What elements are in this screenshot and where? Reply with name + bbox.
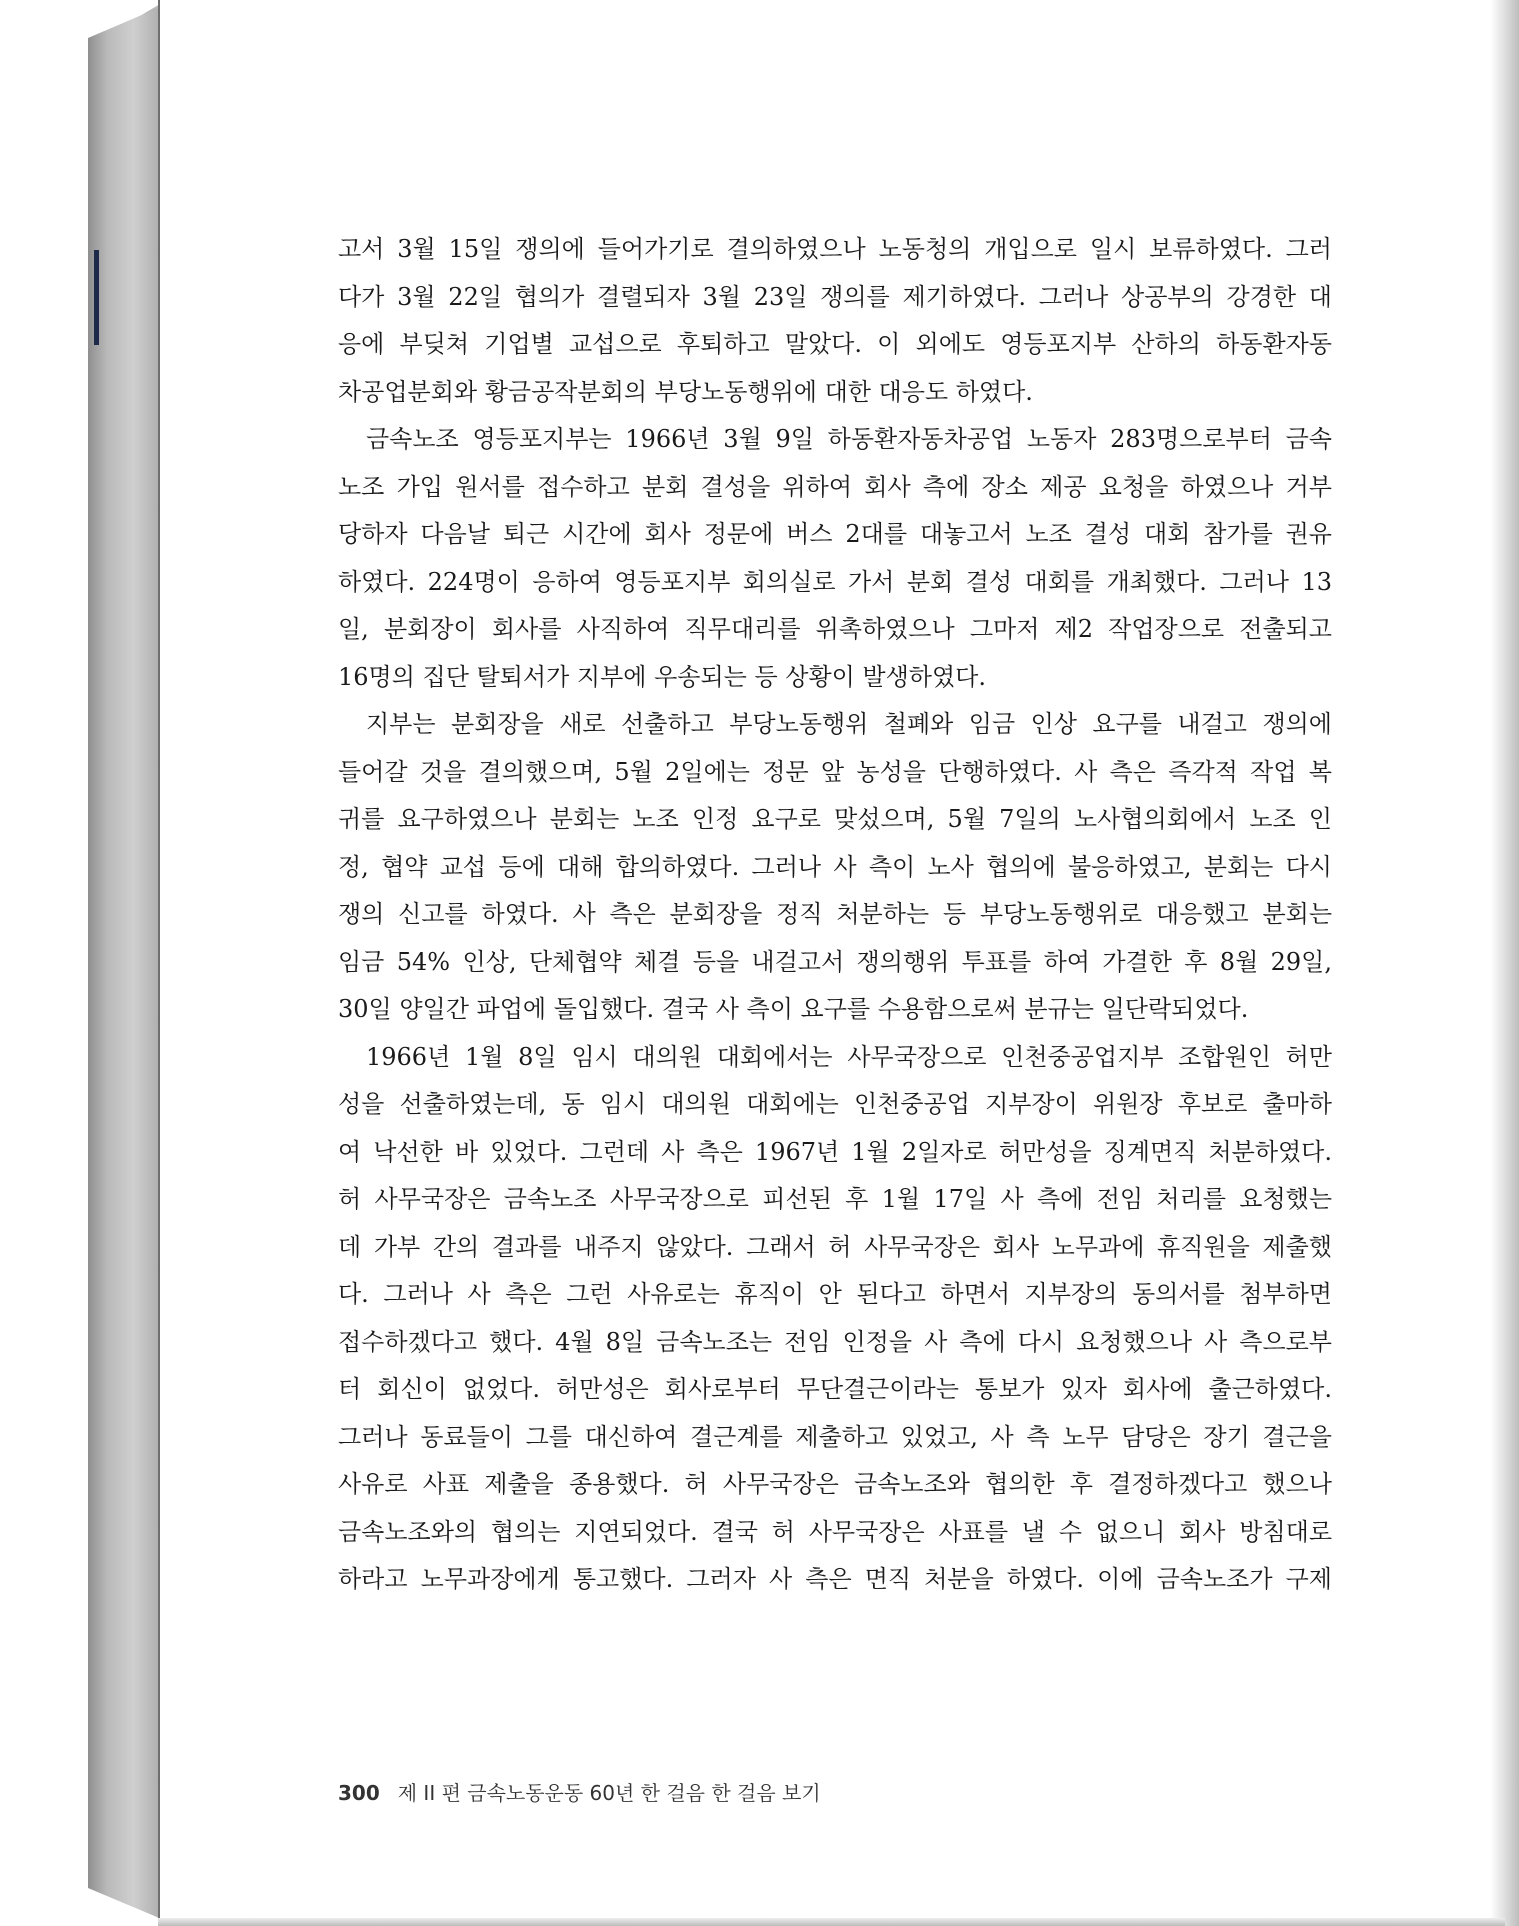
page-number: 300 — [338, 1781, 380, 1805]
text-line: 다. 그러나 사 측은 그런 사유로는 휴직이 안 된다고 하면서 지부장의 동의서를 첨부하면 — [338, 1280, 1332, 1308]
text-line: 터 회신이 없었다. 허만성은 회사로부터 무단결근이라는 통보가 있자 회사에 출근하였다. — [338, 1375, 1332, 1403]
paragraph-2 — [338, 416, 1332, 701]
text-line: 쟁의 신고를 하였다. 사 측은 분회장을 정직 처분하는 등 부당노동행위로 대응했고 분회는 — [338, 900, 1332, 928]
text-line: 노조 가입 원서를 접수하고 분회 결성을 위하여 회사 측에 장소 제공 요청을 하였으나 거부 — [338, 472, 1332, 501]
paragraph-4 — [338, 1034, 1332, 1604]
text-line: 데 가부 간의 결과를 내주지 않았다. 그래서 허 사무국장은 회사 노무과에 휴직원을 제출했 — [338, 1232, 1332, 1261]
body-text — [338, 226, 1332, 1604]
text-line: 고서 3월 15일 쟁의에 들어가기로 결의하였으나 노동청의 개입으로 일시 보류하였다. 그러 — [338, 235, 1332, 263]
text-line: 30일 양일간 파업에 돌입했다. 결국 사 측이 요구를 수용함으로써 분규는 일단락되었다. — [338, 995, 1249, 1023]
text-line: 접수하겠다고 했다. 4월 8일 금속노조는 전임 인정을 사 측에 다시 요청했으나 사 측으로부 — [338, 1327, 1332, 1356]
section-title: 제 II 편 금속노동운동 60년 한 걸음 한 걸음 보기 — [397, 1781, 821, 1805]
text-line: 하였다. 224명이 응하여 영등포지부 회의실로 가서 분회 결성 대회를 개최했다. 그러나 13 — [338, 567, 1332, 596]
bookmark-ribbon — [94, 250, 99, 345]
text-line: 다가 3월 22일 협의가 결렬되자 3월 23일 쟁의를 제기하였다. 그러나 상공부의 강경한 대 — [338, 282, 1332, 311]
text-line: 당하자 다음날 퇴근 시간에 회사 정문에 버스 2대를 대놓고서 노조 결성 대회 참가를 권유 — [338, 520, 1332, 548]
text-line: 하라고 노무과장에게 통고했다. 그러자 사 측은 면직 처분을 하였다. 이에 금속노조가 구제 — [338, 1565, 1332, 1593]
text-line: 사유로 사표 제출을 종용했다. 허 사무국장은 금속노조와 협의한 후 결정하겠다고 했으나 — [338, 1470, 1332, 1498]
page-bottom-edge — [158, 1918, 1505, 1926]
paragraph-1 — [338, 226, 1332, 416]
text-line: 지부는 분회장을 새로 선출하고 부당노동행위 철폐와 임금 인상 요구를 내걸고 쟁의에 — [366, 710, 1332, 738]
text-line: 금속노조와의 협의는 지연되었다. 결국 허 사무국장은 사표를 낼 수 없으니 회사 방침대로 — [338, 1517, 1332, 1546]
text-line: 성을 선출하였는데, 동 임시 대의원 대회에는 인천중공업 지부장이 위원장 후보로 출마하 — [338, 1090, 1332, 1118]
text-line: 허 사무국장은 금속노조 사무국장으로 피선된 후 1월 17일 사 측에 전임 처리를 요청했는 — [338, 1185, 1332, 1213]
text-line: 1966년 1월 8일 임시 대의원 대회에서는 사무국장으로 인천중공업지부 조합원인 허만 — [366, 1042, 1332, 1071]
text-line: 차공업분회와 황금공작분회의 부당노동행위에 대한 대응도 하였다. — [338, 377, 1033, 406]
text-line: 임금 54% 인상, 단체협약 체결 등을 내걸고서 쟁의행위 투표를 하여 가결한 후 8월 29일, — [338, 947, 1332, 976]
page-footer — [338, 1777, 821, 1806]
text-line: 응에 부딪쳐 기업별 교섭으로 후퇴하고 말았다. 이 외에도 영등포지부 산하의 하동환자동 — [338, 330, 1332, 358]
book-spine — [88, 8, 164, 1920]
text-line: 귀를 요구하였으나 분회는 노조 인정 요구로 맞섰으며, 5월 7일의 노사협의회에서 노조 인 — [338, 805, 1332, 833]
page-edge-right — [1490, 0, 1519, 1926]
text-line: 일, 분회장이 회사를 사직하여 직무대리를 위촉하였으나 그마저 제2 작업장으로 전출되고 — [338, 615, 1332, 643]
text-line: 들어갈 것을 결의했으며, 5월 2일에는 정문 앞 농성을 단행하였다. 사 측은 즉각적 작업 복 — [338, 757, 1332, 786]
text-line: 금속노조 영등포지부는 1966년 3월 9일 하동환자동차공업 노동자 283명으로부터 금속 — [366, 425, 1332, 453]
text-line: 16명의 집단 탈퇴서가 지부에 우송되는 등 상황이 발생하였다. — [338, 662, 986, 691]
text-line: 그러나 동료들이 그를 대신하여 결근계를 제출하고 있었고, 사 측 노무 담당은 장기 결근을 — [338, 1422, 1332, 1451]
text-line: 정, 협약 교섭 등에 대해 합의하였다. 그러나 사 측이 노사 협의에 불응하였고, 분회는 다시 — [338, 852, 1332, 881]
text-line: 여 낙선한 바 있었다. 그런데 사 측은 1967년 1월 2일자로 허만성을 징계면직 처분하였다. — [338, 1137, 1332, 1166]
paragraph-3 — [338, 701, 1332, 1034]
